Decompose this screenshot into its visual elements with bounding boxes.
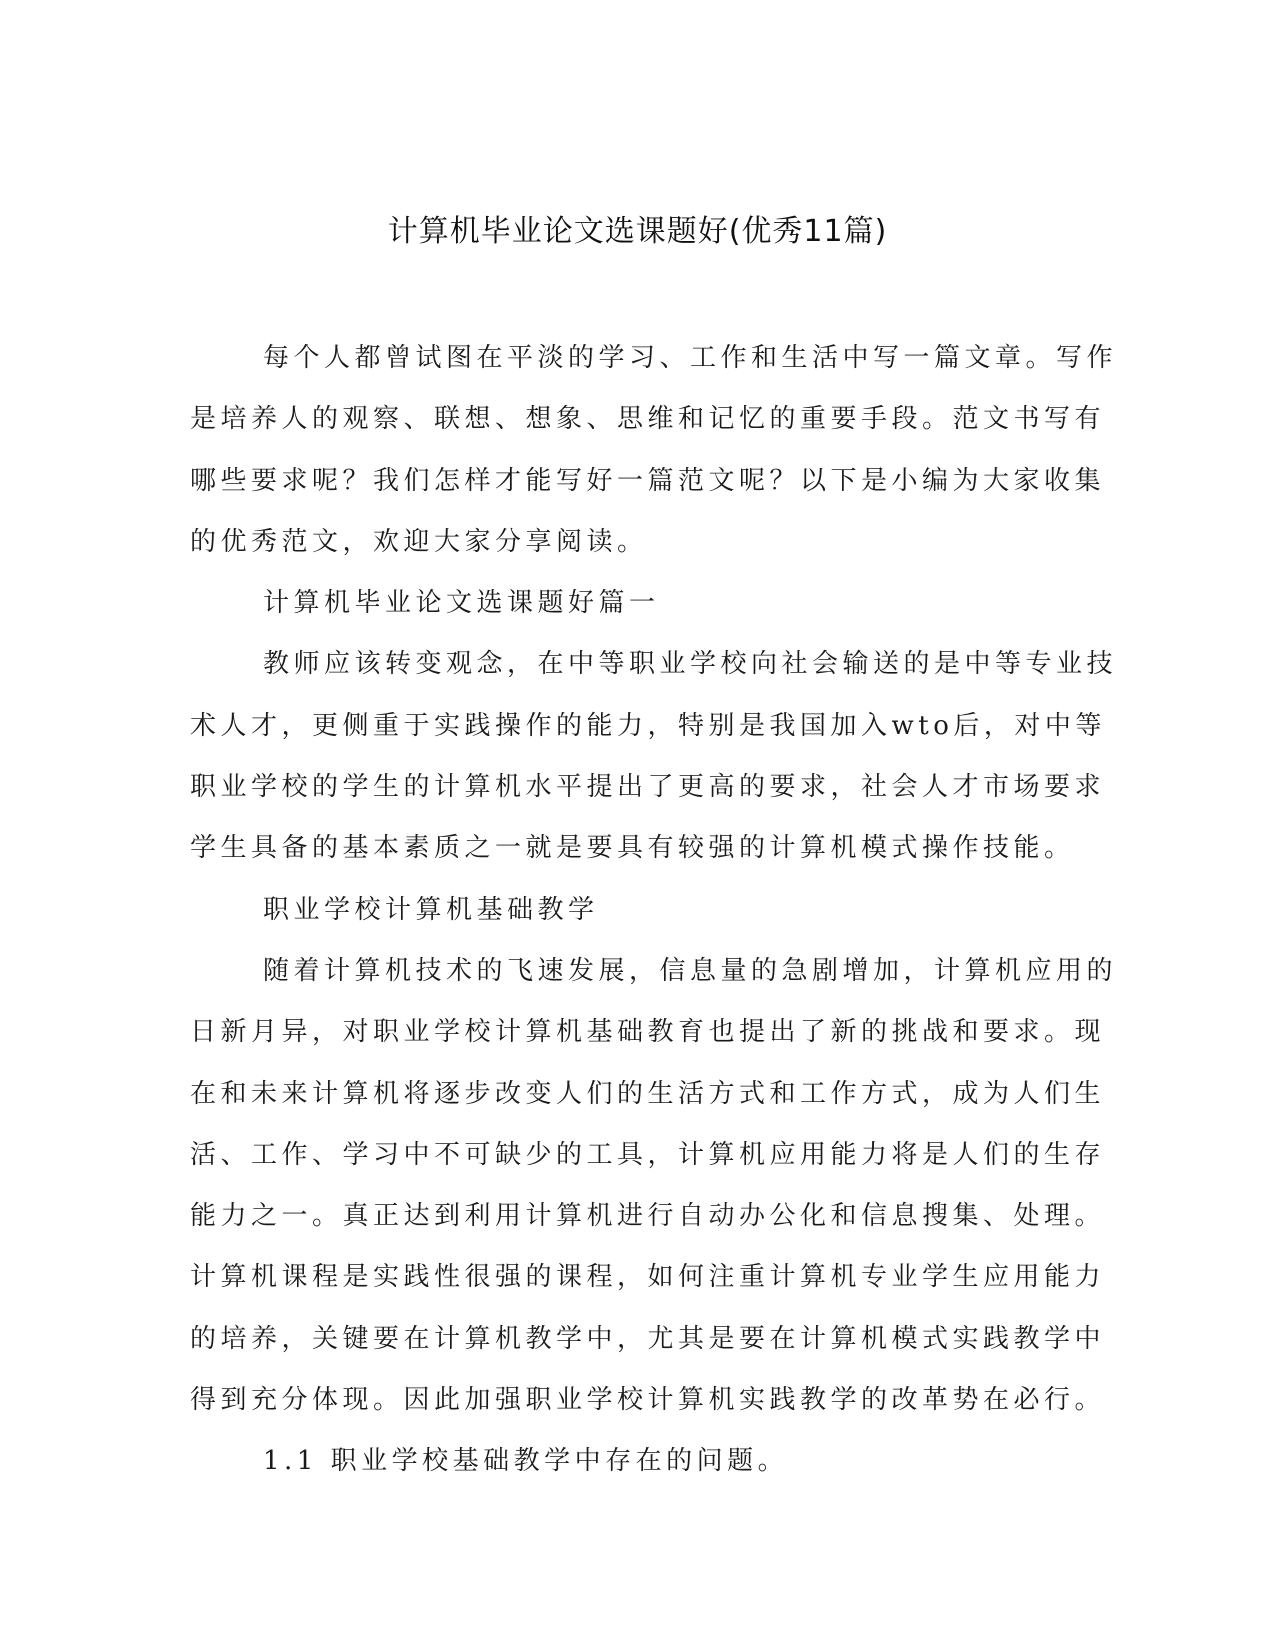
- document-body: [190, 328, 1118, 1493]
- text-line: 哪些要求呢？我们怎样才能写好一篇范文呢？以下是小编为大家收集: [190, 465, 1106, 496]
- section-heading: 职业学校计算机基础教学: [263, 894, 599, 925]
- text-line: 教师应该转变观念，在中等职业学校向社会输送的是中等专业技: [263, 649, 1118, 680]
- text-line: 能力之一。真正达到利用计算机进行自动办公化和信息搜集、处理。: [190, 1201, 1106, 1232]
- section-heading: 计算机毕业论文选课题好篇一: [263, 588, 660, 619]
- text-line: 日新月异，对职业学校计算机基础教育也提出了新的挑战和要求。现: [190, 1017, 1106, 1048]
- text-line: 是培养人的观察、联想、想象、思维和记忆的重要手段。范文书写有: [190, 404, 1106, 435]
- document-title: 计算机毕业论文选课题好(优秀11篇): [387, 214, 888, 249]
- text-line: 的优秀范文，欢迎大家分享阅读。: [190, 526, 648, 557]
- text-line: 每个人都曾试图在平淡的学习、工作和生活中写一篇文章。写作: [263, 343, 1118, 373]
- text-line: 随着计算机技术的飞速发展，信息量的急剧增加，计算机应用的: [263, 955, 1118, 986]
- text-line: 活、工作、学习中不可缺少的工具，计算机应用能力将是人们的生存: [190, 1139, 1106, 1170]
- text-line: 学生具备的基本素质之一就是要具有较强的计算机模式操作技能。: [190, 833, 1075, 864]
- text-line: 的培养，关键要在计算机教学中，尤其是要在计算机模式实践教学中: [190, 1323, 1106, 1354]
- text-line: 职业学校的学生的计算机水平提出了更高的要求，社会人才市场要求: [190, 772, 1106, 803]
- text-line: 得到充分体现。因此加强职业学校计算机实践教学的改革势在必行。: [190, 1385, 1106, 1416]
- text-line: 术人才，更侧重于实践操作的能力，特别是我国加入wto后，对中等: [190, 710, 1106, 741]
- section-heading: 1.1 职业学校基础教学中存在的问题。: [263, 1446, 789, 1477]
- text-line: 在和未来计算机将逐步改变人们的生活方式和工作方式，成为人们生: [190, 1078, 1106, 1109]
- text-line: 计算机课程是实践性很强的课程，如何注重计算机专业学生应用能力: [190, 1262, 1106, 1293]
